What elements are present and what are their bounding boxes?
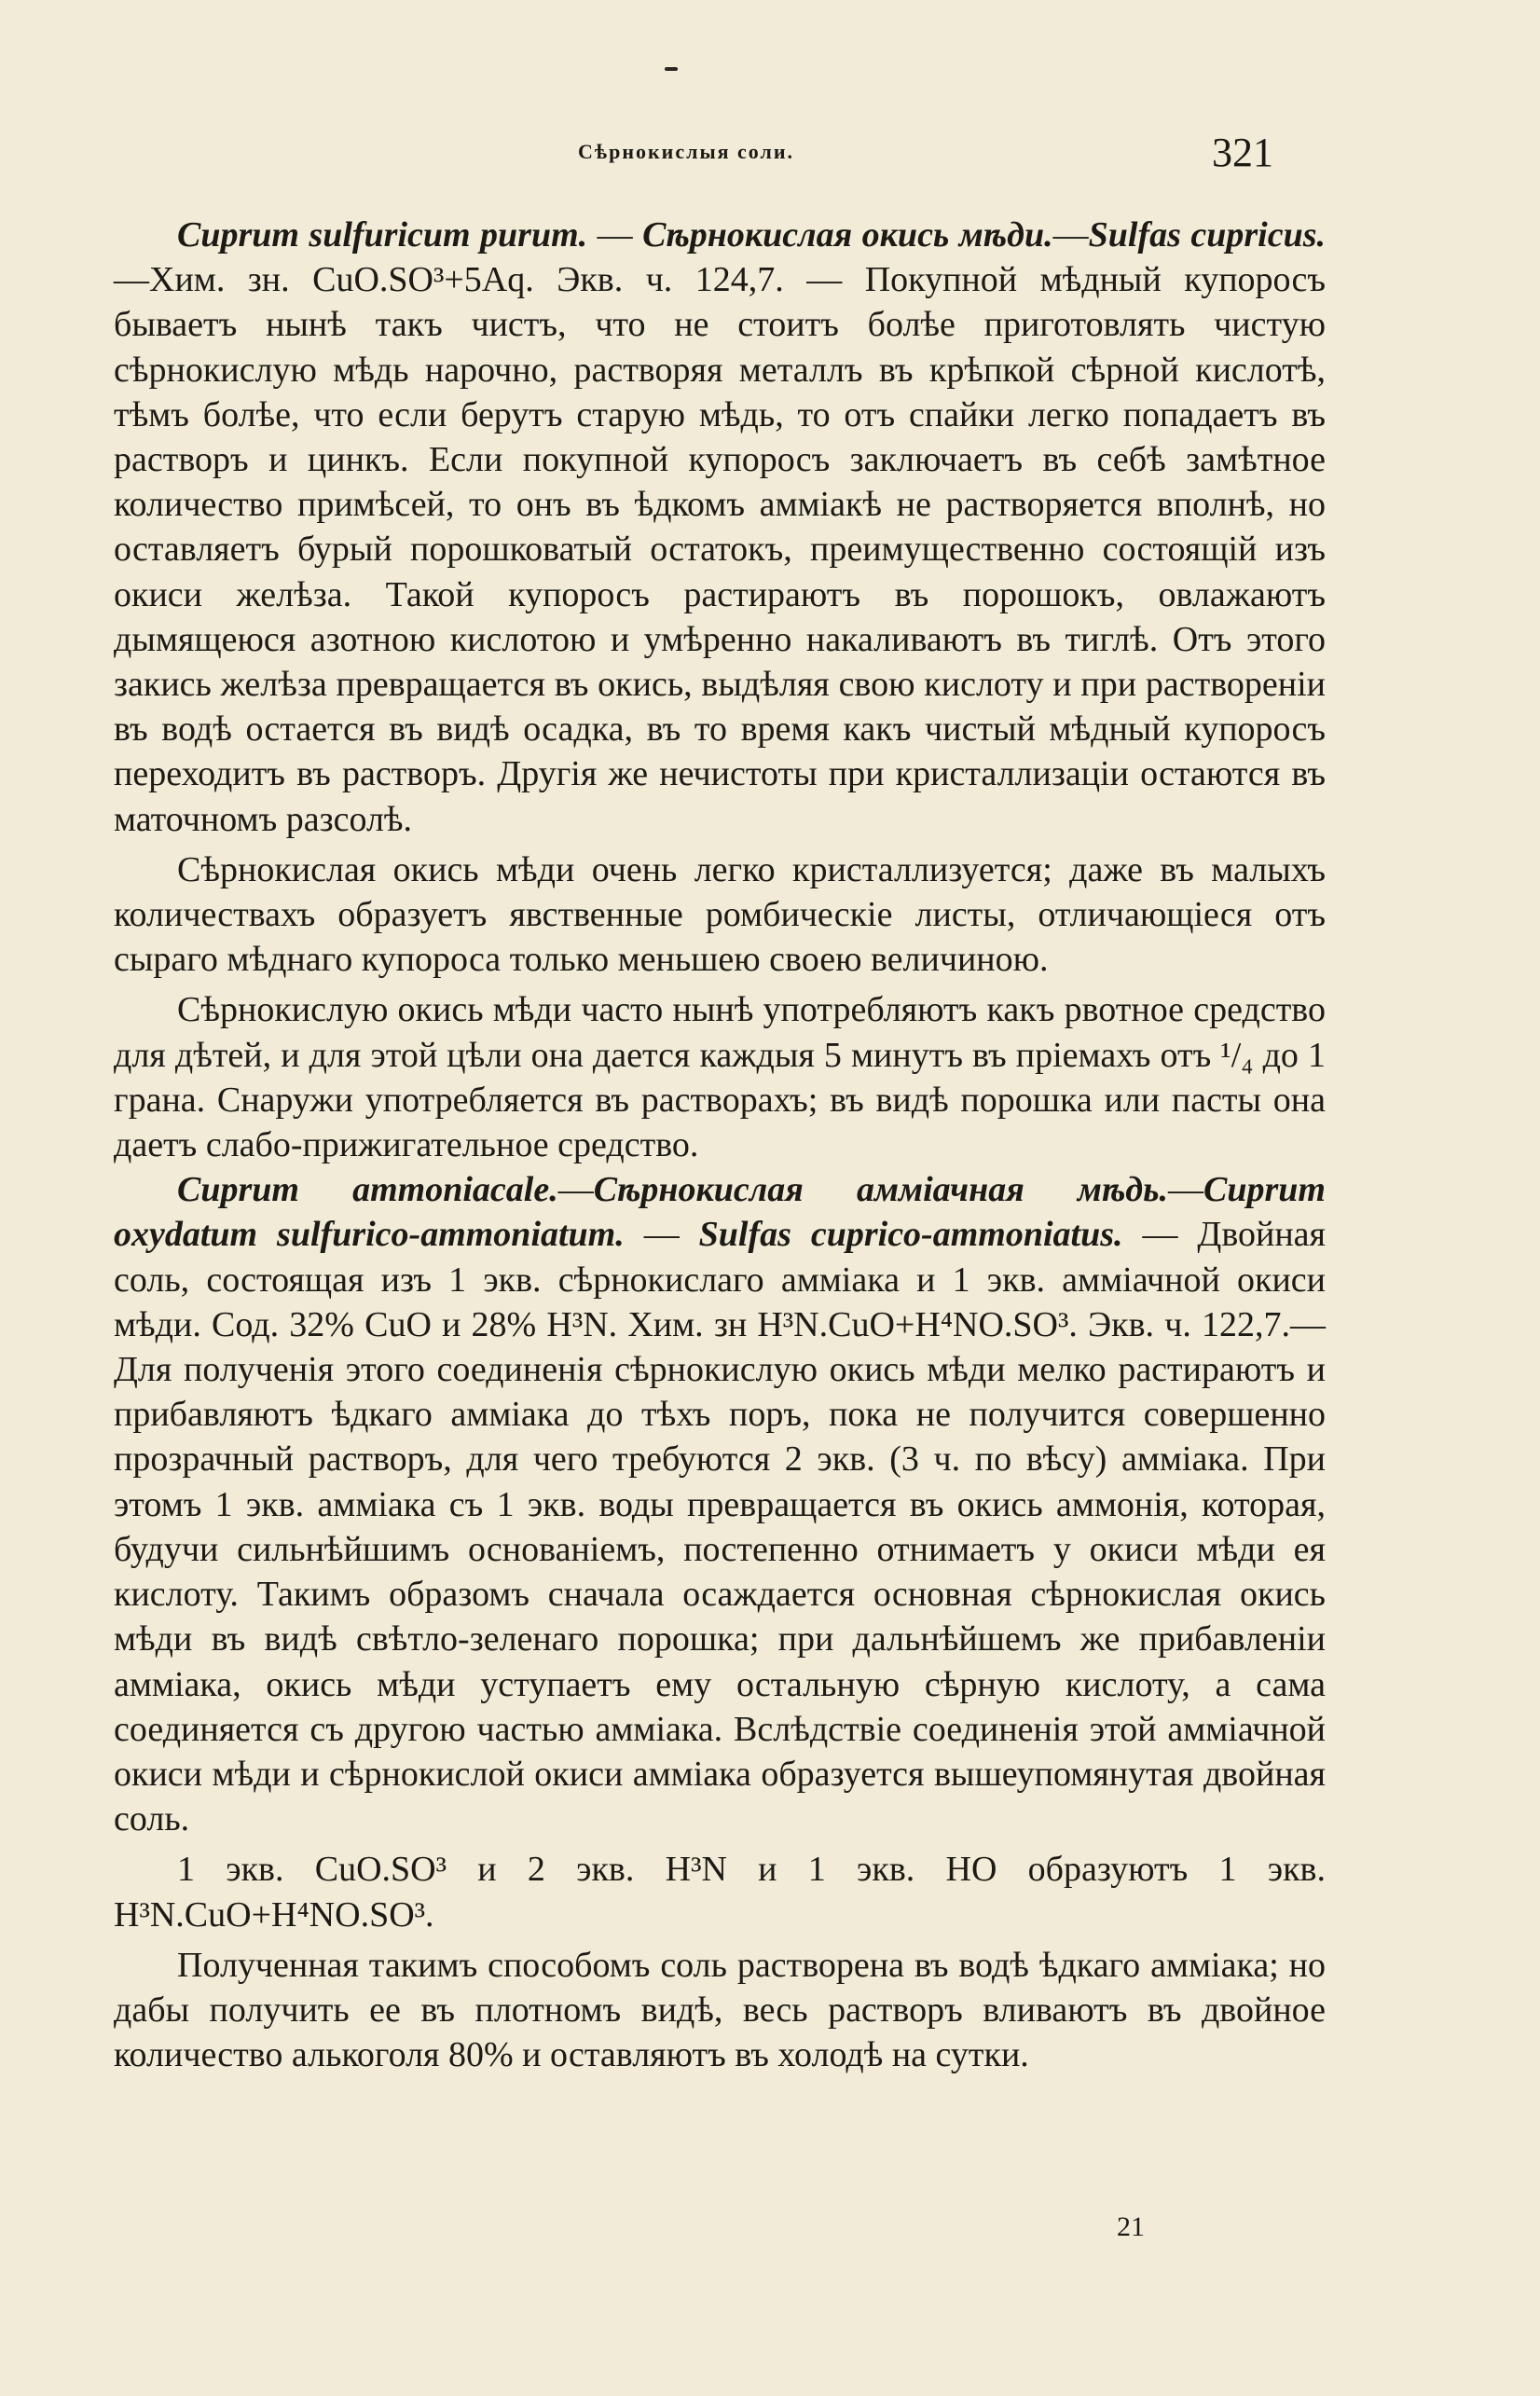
paragraph-text: Сѣрнокислая окись мѣди очень легко кристаллизуется; даже въ малыхъ количествахъ образуетъ явственные ромбическіе листы, отличающіеся отъ сыраго мѣднаго купороса только меньшею своею величиною.: [114, 849, 1326, 980]
dash: —: [557, 1170, 594, 1210]
signature-mark: 21: [1117, 2211, 1145, 2242]
paragraph-6: [114, 1943, 1326, 2078]
dash: —: [1168, 1170, 1204, 1210]
body-text: [114, 213, 1326, 2077]
entry-synonym: Cuprum oxydatum sulfurico-ammoniatum.: [114, 1170, 1326, 1255]
paragraph-1: [114, 213, 1326, 842]
ink-mark: [665, 67, 678, 71]
paragraph-text: 1 экв. CuO.SO³ и 2 экв. H³N и 1 экв. HO образуютъ 1 экв. H³N.CuO+H⁴NO.SO³.: [114, 1850, 1326, 1935]
paragraph-text: Сѣрнокислую окись мѣди часто нынѣ употребляютъ какъ рвотное средство для дѣтей, и для этой цѣли она дается каждыя 5 минутъ въ пріемахъ отъ ¹/₄ до 1 грана. Снаружи употребляется въ растворахъ; въ видѣ порошка или пасты она даетъ слабо-прижигательное средство.: [114, 990, 1326, 1165]
paragraph-2: [114, 847, 1326, 983]
paragraph-5: [114, 1847, 1326, 1936]
paragraph-3: [114, 987, 1326, 1167]
entry-title-russian: Сѣрнокислая амміачная мѣдь.: [593, 1170, 1169, 1210]
paragraph-text: — Двойная соль, состоящая изъ 1 экв. сѣрнокислаго амміака и 1 экв. амміачной окиси мѣди. Сод. 32% CuO и 28% H³N. Хим. зн H³N.CuO+H⁴NO.SO³. Экв. ч. 122,7.—Для полученія этого соединенія сѣрнокислую окись мѣди мелко растираютъ и прибавляютъ ѣдкаго амміака до тѣхъ поръ, пока не получится совершенно прозрачный растворъ, для чего требуются 2 экв. (3 ч. по вѣсу) амміака. При этомъ 1 экв. амміака съ 1 экв. воды превращается въ окись аммонія, которая, будучи сильнѣйшимъ основаніемъ, постепенно отнимаетъ у окиси мѣди ея кислоту. Такимъ образомъ сначала осаждается основная сѣрнокислая окись мѣди въ видѣ свѣтло-зеленаго порошка; при дальнѣйшемъ же прибавленіи амміака, окись мѣди уступаетъ ему остальную сѣрную кислоту, а сама соединяется съ другою частью амміака. Вслѣдствіе соединенія этой амміачной окиси мѣди и сѣрнокислой окиси амміака образуется вышеупомянутая двойная соль.: [114, 1215, 1327, 1839]
entry-synonym: Sulfas cupricus.: [1088, 215, 1327, 255]
dash: —: [587, 215, 643, 255]
paragraph-4: [114, 1167, 1326, 1841]
entry-synonym-2: Sulfas cuprico-ammoniatus.: [698, 1215, 1123, 1255]
entry-title-latin: Cuprum ammoniacale.: [177, 1170, 558, 1210]
running-title: Сѣрнокислыя соли.: [578, 140, 795, 163]
paragraph-text: —Хим. зн. CuO.SO³+5Aq. Экв. ч. 124,7. — Покупной мѣдный купоросъ бываетъ нынѣ такъ чистъ, что не стоитъ болѣе приготовлять чистую сѣрнокислую мѣдь нарочно, растворяя металлъ въ крѣпкой сѣрной кислотѣ, тѣмъ болѣе, что если берутъ старую мѣдь, то отъ спайки легко попадаетъ въ растворъ и цинкъ. Если покупной купоросъ заключаетъ въ себѣ замѣтное количество примѣсей, то онъ въ ѣдкомъ амміакѣ не растворяется вполнѣ, но оставляетъ бурый порошковатый остатокъ, преимущественно состоящій изъ окиси желѣза. Такой купоросъ растираютъ въ порошокъ, овлажаютъ дымящеюся азотною кислотою и умѣренно накаливаютъ въ тиглѣ. Отъ этого закись желѣза превращается въ окись, выдѣляя свою кислоту и при раствореніи въ водѣ остается въ видѣ осадка, въ то время какъ чистый мѣдный купоросъ переходитъ въ растворъ. Другія же нечистоты при кристаллизаціи остаются въ маточномъ разсолѣ.: [114, 260, 1326, 839]
entry-title-russian: Сѣрнокислая окись мѣди.: [642, 215, 1053, 255]
page-header: [0, 129, 1540, 185]
page-number: 321: [1212, 130, 1273, 175]
dash: —: [1052, 215, 1089, 255]
dash: —: [624, 1215, 699, 1255]
entry-title-latin: Cuprum sulfuricum purum.: [177, 215, 588, 255]
paragraph-text: Полученная такимъ способомъ соль растворена въ водѣ ѣдкаго амміака; но дабы получить ее въ плотномъ видѣ, весь растворъ вливаютъ въ двойное количество алькоголя 80% и оставляютъ въ холодѣ на сутки.: [114, 1945, 1326, 2075]
